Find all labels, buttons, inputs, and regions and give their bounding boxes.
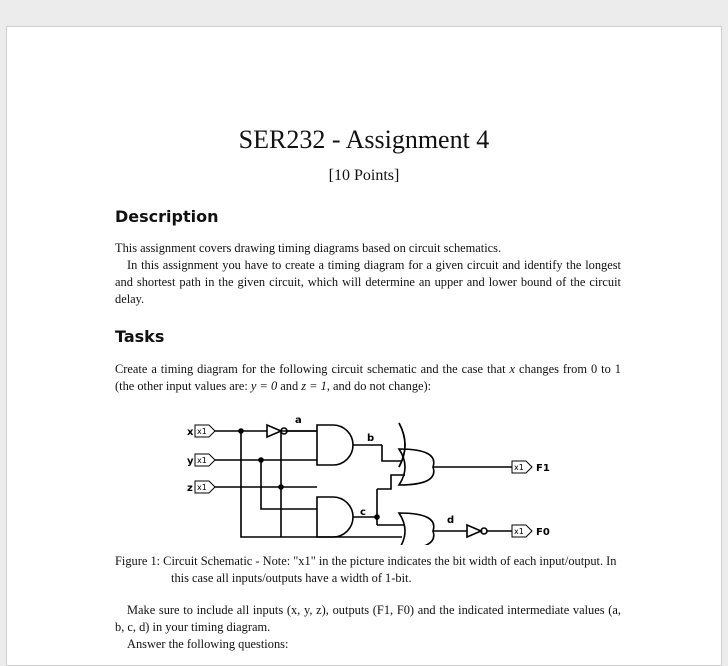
input-x-label: x: [187, 427, 194, 438]
document-points: [10 Points]: [328, 167, 400, 184]
task-text-2: changes from 0 to 1 (the other input values are:: [115, 362, 621, 393]
input-z-width-label: x1: [197, 483, 207, 492]
output-f0-width-label: x1: [514, 527, 524, 536]
task-text: [115, 361, 621, 395]
description-paragraph-2: In this assignment you have to create a timing diagram for a given circuit and identify the longest and shortest path in the given circuit, which will determine an upper and lower bound of the circuit delay.: [115, 258, 621, 306]
task-var-x: x: [509, 362, 516, 376]
task-paragraph: [115, 361, 621, 395]
include-paragraph: Make sure to include all inputs (x, y, z), outputs (F1, F0) and the indicated intermediate values (a, b, c, d) in your timing diagram.: [115, 603, 621, 634]
instructions-text: [115, 602, 621, 653]
answer-paragraph: Answer the following questions:: [127, 637, 289, 651]
output-f1-label: F1: [536, 463, 550, 474]
node-b-label: b: [367, 433, 375, 444]
task-eq-z: z = 1: [301, 379, 327, 393]
node-c-label: c: [360, 507, 366, 518]
input-y-label: y: [187, 456, 194, 467]
node-a-label: a: [295, 415, 302, 426]
circuit-schematic: [177, 409, 567, 545]
figure-caption: Figure 1: Circuit Schematic - Note: "x1" in the picture indicates the bit width of each input/output. In this case all inputs/outputs have a width of 1-bit.: [115, 554, 617, 585]
description-heading: Description: [115, 207, 219, 226]
description-text: [115, 240, 621, 308]
input-x-width-label: x1: [197, 427, 207, 436]
tasks-heading: Tasks: [115, 327, 165, 346]
task-text-3: and: [277, 379, 302, 393]
document-page: [6, 26, 722, 666]
task-text-4: , and do not change):: [326, 379, 432, 393]
document-title: SER232 - Assignment 4: [238, 125, 490, 154]
output-f1-width-label: x1: [514, 463, 524, 472]
task-text-1: Create a timing diagram for the following circuit schematic and the case that: [115, 362, 510, 376]
input-y-width-label: x1: [197, 456, 207, 465]
task-eq-y: y = 0: [250, 379, 278, 393]
description-paragraph-1: This assignment covers drawing timing diagrams based on circuit schematics.: [115, 241, 502, 255]
node-d-label: d: [447, 515, 455, 526]
output-f0-label: F0: [536, 527, 550, 538]
input-z-label: z: [187, 483, 193, 494]
